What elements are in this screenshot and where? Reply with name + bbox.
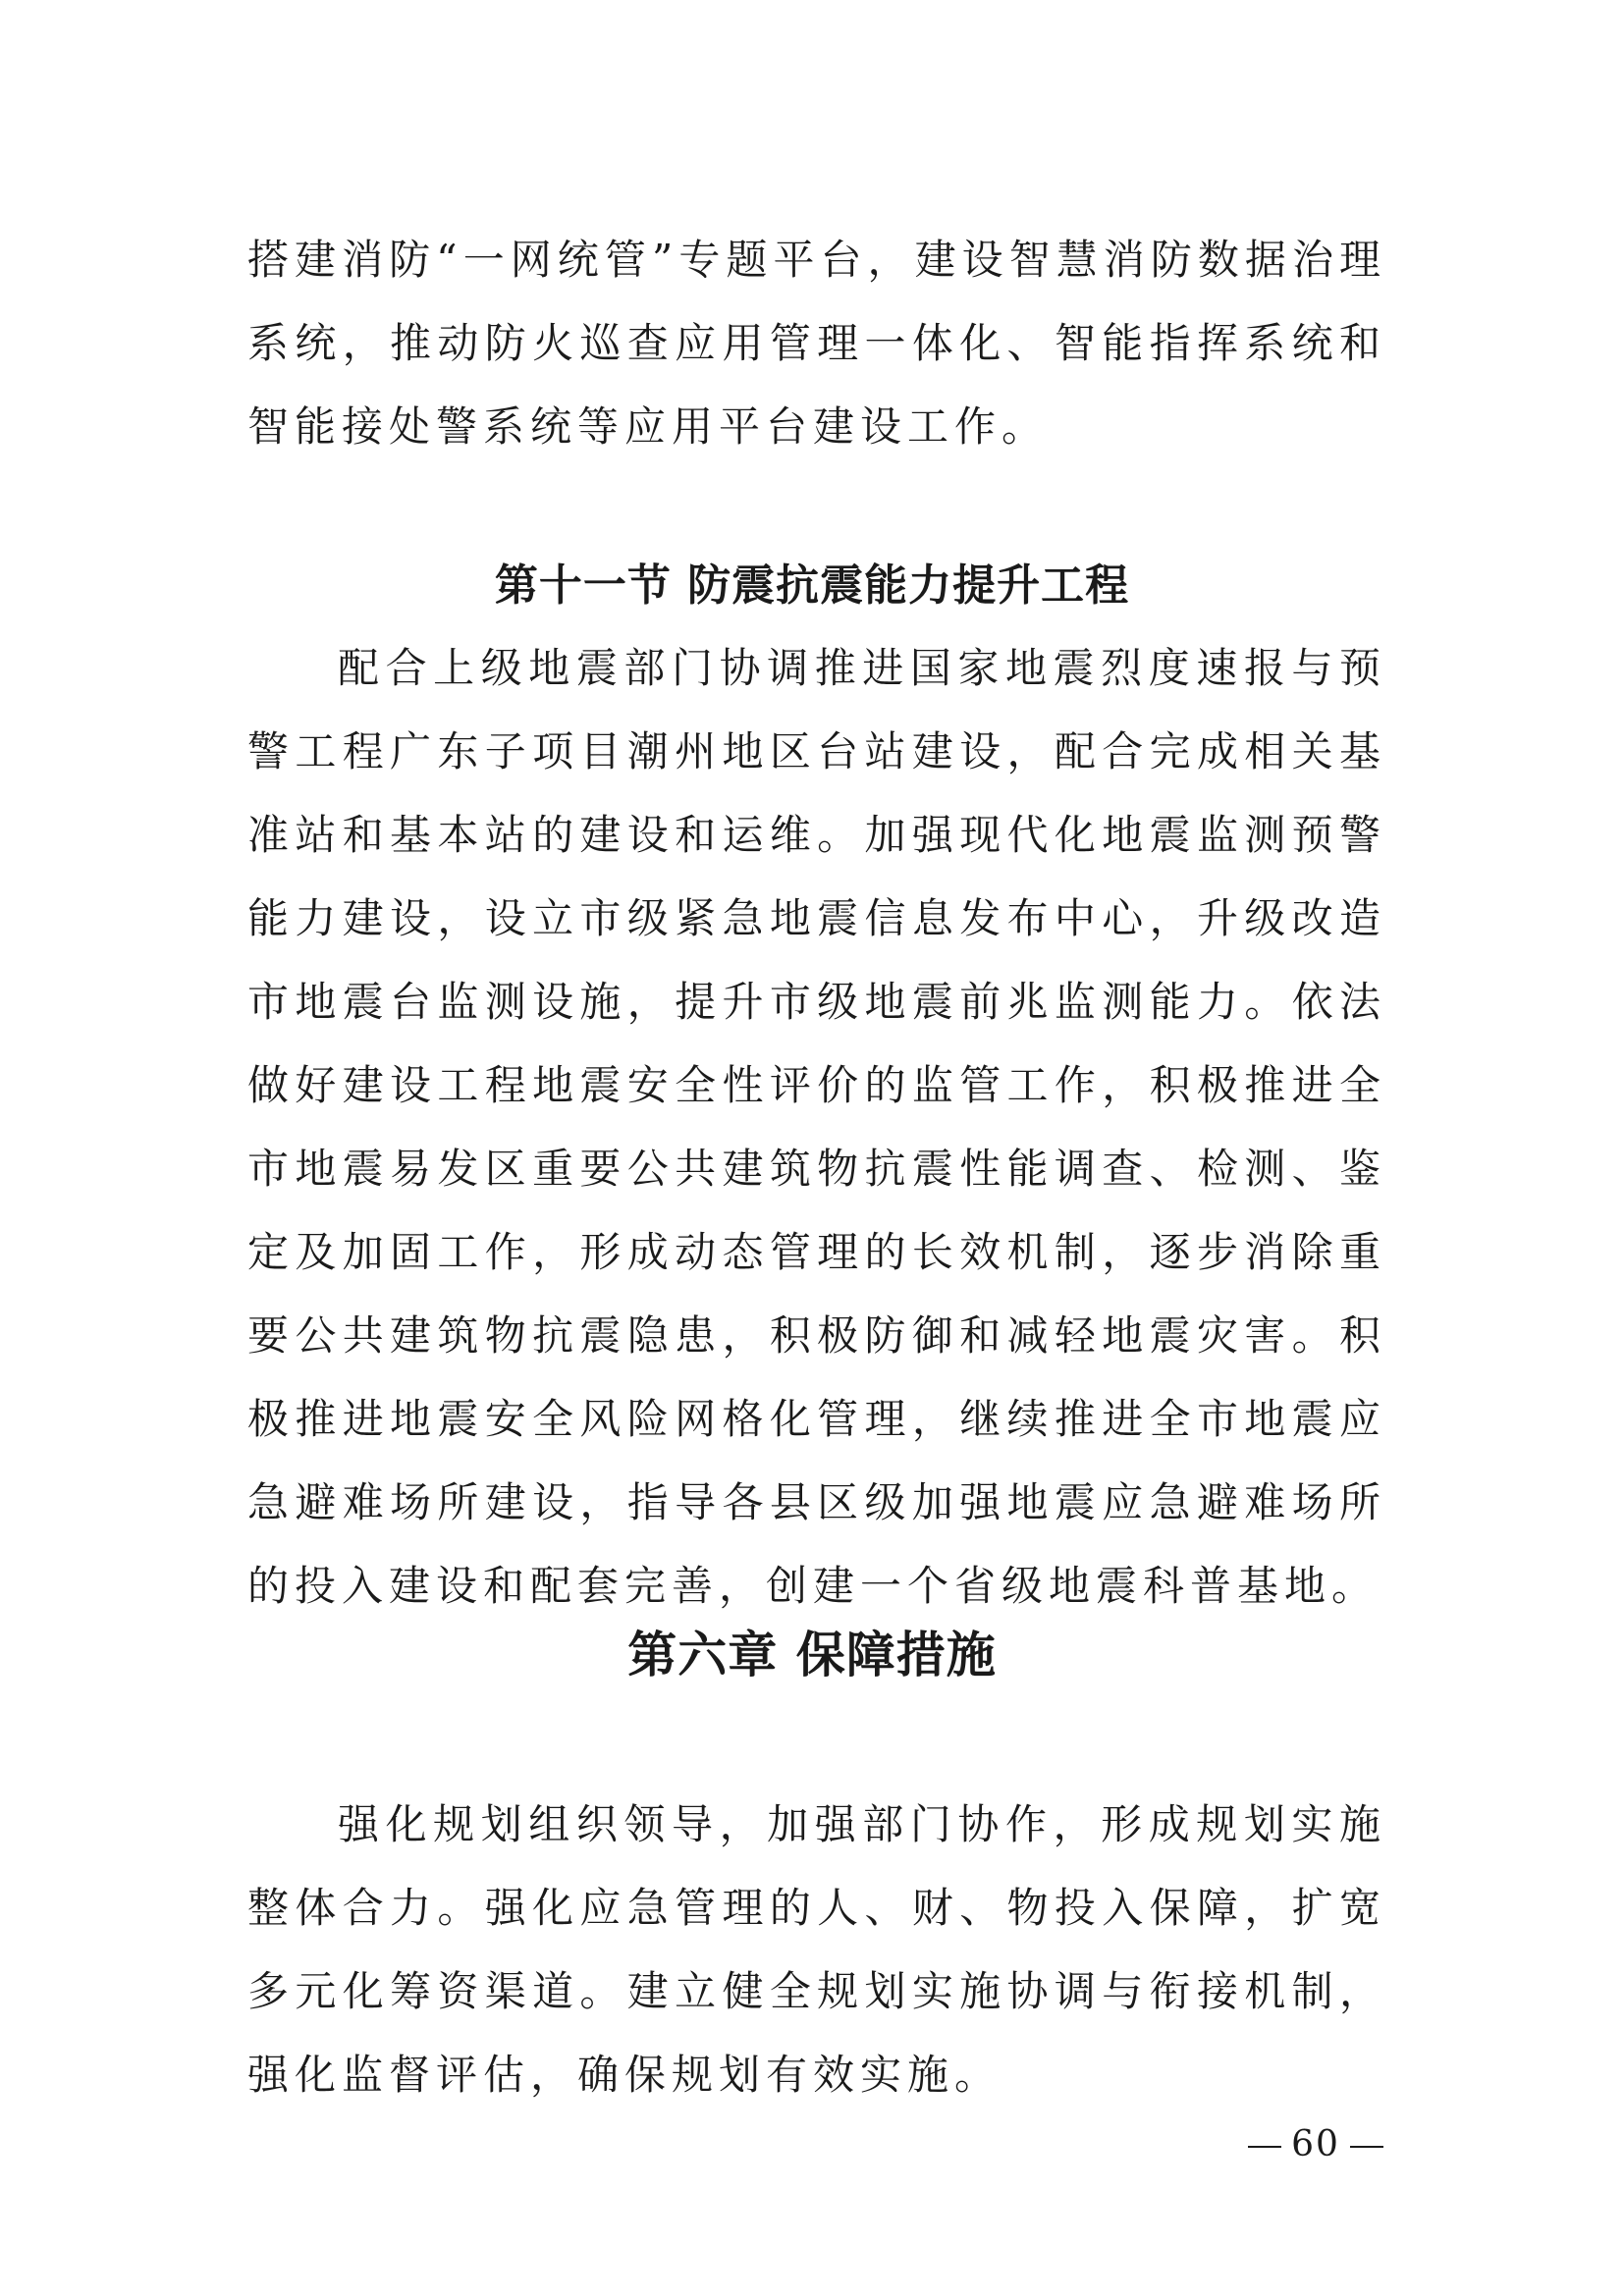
paragraph-earthquake: 配合上级地震部门协调推进国家地震烈度速报与预警工程广东子项目潮州地区台站建设，配合完成相关基准站和基本站的建设和运维。加强现代化地震监测预警能力建设，设立市级紧急地震信息发布中心，升级改造市地震台监测设施，提升市级地震前兆监测能力。依法做好建设工程地震安全性评价的监管工作，积极推进全市地震易发区重要公共建筑物抗震性能调查、检测、鉴定及加固工作，形成动态管理的长效机制，逐步消除重要公共建筑物抗震隐患，积极防御和减轻地震灾害。积极推进地震安全风险网格化管理，继续推进全市地震应急避难场所建设，指导各县区级加强地震应急避难场所的投入建设和配套完善，创建一个省级地震科普基地。 [247,644,1386,1610]
page-number [1237,2120,1394,2169]
page-number-value: 60 [1291,2124,1340,2164]
section-heading: 第十一节 防震抗震能力提升工程 [494,561,1130,611]
dash-right [1350,2146,1383,2148]
dash-left [1248,2146,1281,2148]
paragraph-safeguards: 强化规划组织领导，加强部门协作，形成规划实施整体合力。强化应急管理的人、财、物投入保障，扩宽多元化筹资渠道。建立健全规划实施协调与衔接机制，强化监督评估，确保规划有效实施。 [247,1800,1386,2099]
chapter-heading: 第六章 保障措施 [627,1627,997,1683]
paragraph-fire-platform: 搭建消防“一网统管”专题平台，建设智慧消防数据治理系统，推动防火巡查应用管理一体化、智能指挥系统和智能接处警系统等应用平台建设工作。 [247,236,1386,451]
